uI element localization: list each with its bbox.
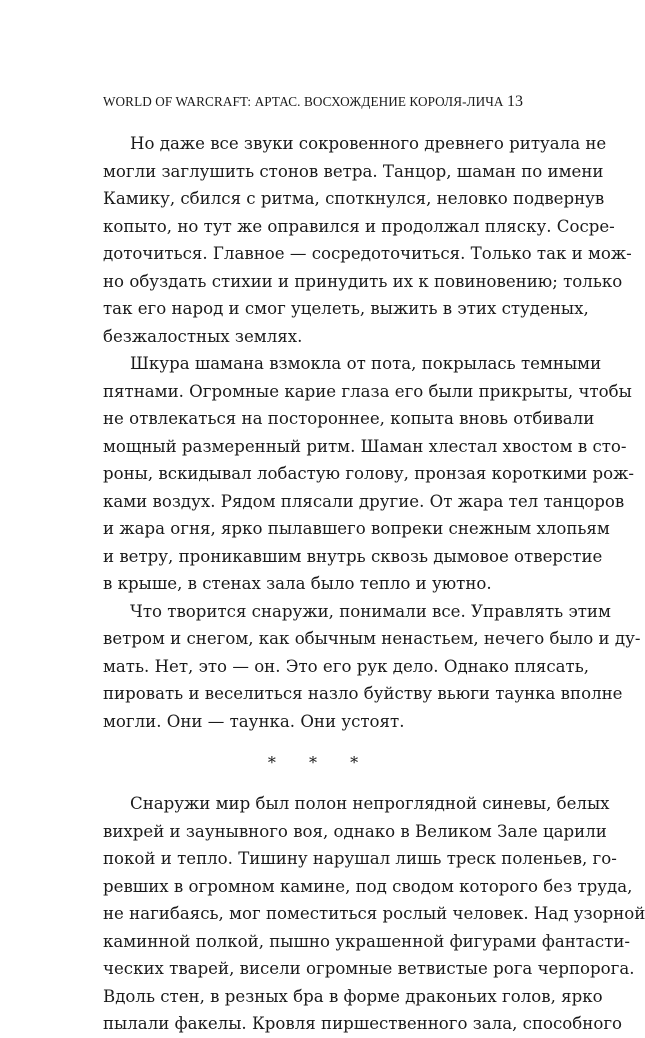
text-line: ками воздух. Рядом плясали другие. От жара тел танцоров [103,491,625,511]
text-line: но обуздать стихии и принудить их к повиновению; только [103,271,623,291]
text-line: ческих тварей, висели огромные ветвистые рога черпорога. [103,959,635,978]
text-line: и ветру, проникавшим внутрь сквозь дымовое отверстие [103,546,603,566]
text-line: могли. Они — таунка. Они устоят. [103,711,405,731]
paragraph [103,790,645,1038]
text-line: доточиться. Главное — сосредоточиться. Только так и мож- [103,244,632,263]
text-line: Что творится снаружи, понимали все. Управлять этим [130,601,611,621]
text-line: пылали факелы. Кровля пиршественного зала, способного [103,1014,623,1033]
paragraph [103,350,634,598]
section-separator: * * * [267,753,373,772]
text-line: Снаружи мир был полон непроглядной синевы, белых [130,794,610,813]
text-line: и жара огня, ярко пылавшего вопреки снежным хлопьям [103,519,610,538]
text-line: мать. Нет, это — он. Это его рук дело. Однако плясать, [103,656,590,676]
text-line: мощный размеренный ритм. Шаман хлестал хвостом в сто- [103,436,627,456]
text-line: в крыше, в стенах зала было тепло и уютно. [103,574,492,593]
text-line: роны, вскидывал лобастую голову, пронзая короткими рож- [103,464,634,483]
running-head: WORLD OF WARCRAFT: АРТАС. ВОСХОЖДЕНИЕ КОРОЛЯ-ЛИЧА [103,94,504,109]
text-line: так его народ и смог уцелеть, выжить в этих студеных, [103,299,589,318]
page-number: 13 [507,93,523,110]
text-line: каминной полкой, пышно украшенной фигурами фантасти- [103,931,631,951]
page-header [103,91,523,113]
text-line: Шкура шамана взмокла от пота, покрылась темными [130,354,602,373]
text-line: не нагибаясь, мог поместиться рослый человек. Над узорной [103,904,645,923]
text-line: могли заглушить стонов ветра. Танцор, шаман по имени [103,161,604,181]
text-line: пировать и веселиться назло буйству вьюги таунка вполне [103,684,623,703]
text-line: Но даже все звуки сокровенного древнего ритуала не [130,134,607,153]
page-body [103,130,645,1038]
text-line: безжалостных землях. [103,326,303,346]
text-line: пятнами. Огромные карие глаза его были прикрыты, чтобы [103,381,632,401]
text-line: вихрей и заунывного воя, однако в Великом Зале царили [103,821,607,841]
text-line: копыто, но тут же оправился и продолжал пляску. Сосре- [103,216,615,236]
paragraph [103,130,632,350]
text-line: Камику, сбился с ритма, споткнулся, неловко подвернув [103,189,605,208]
text-line: Вдоль стен, в резных бра в форме драконьих голов, ярко [103,986,603,1006]
text-line: ветром и снегом, как обычным ненастьем, нечего было и ду- [103,629,641,648]
text-line: не отвлекаться на постороннее, копыта вновь отбивали [103,409,595,428]
text-line: покой и тепло. Тишину нарушал лишь треск поленьев, го- [103,849,617,868]
text-line: ревших в огромном камине, под сводом которого без труда, [103,876,633,896]
paragraph [103,598,641,736]
